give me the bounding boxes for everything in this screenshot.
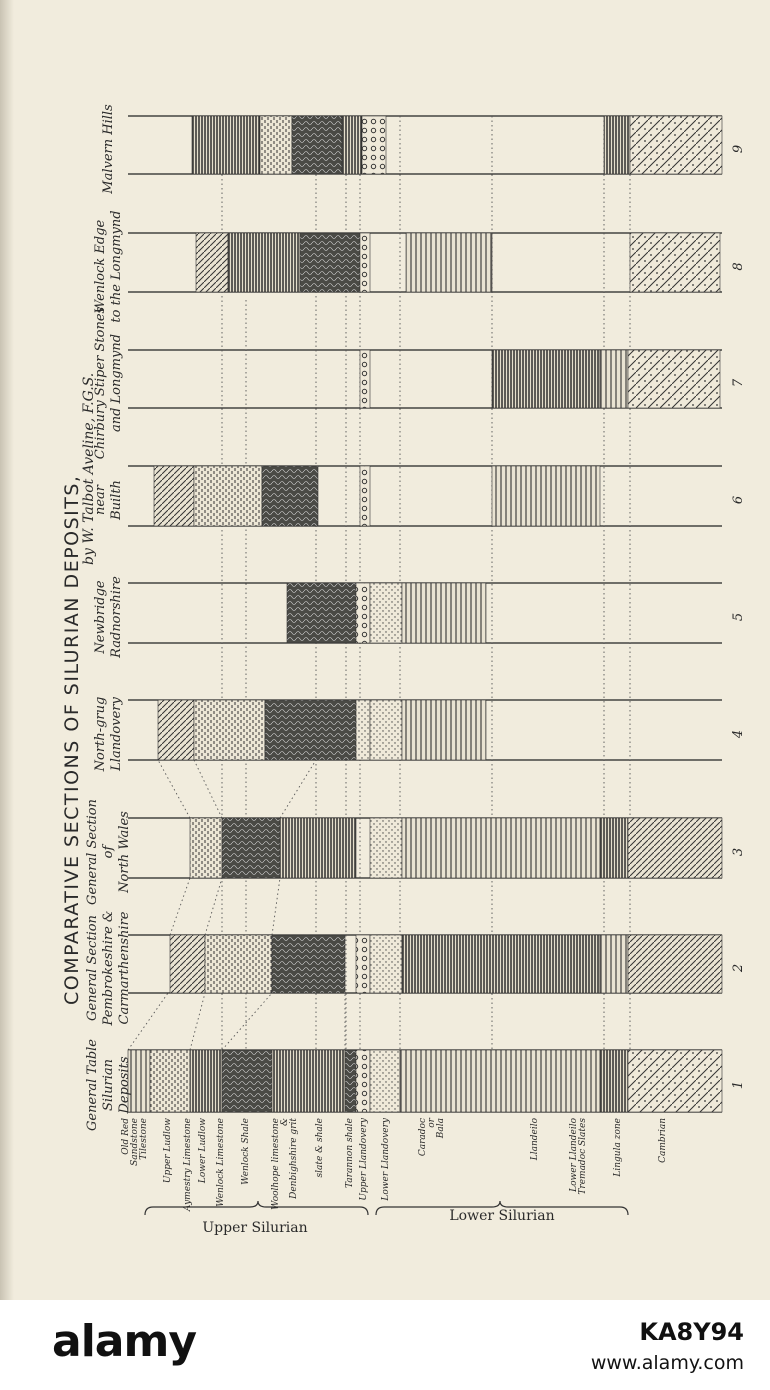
strata-label-4-line-1: Lower Ludlow	[198, 1118, 208, 1184]
section-1-label-line-1: General Table	[85, 1039, 100, 1131]
section-7-label-line-1: Chirbury Stiper Stones	[93, 306, 108, 460]
strata-label-5	[216, 1118, 226, 1207]
section-7-label	[93, 306, 124, 459]
section-3-band-1	[190, 818, 222, 878]
section-6-band-4	[360, 466, 370, 526]
section-1-band-4	[222, 1050, 272, 1112]
section-7-label-line-2: and Longmynd	[109, 333, 124, 433]
section-7-number: 7	[731, 378, 746, 388]
section-3-label-line-3: North Wales	[117, 811, 132, 893]
section-4-label-line-2: Llandovery	[109, 697, 124, 771]
section-8-band-5	[406, 233, 492, 292]
strata-label-14-line-1: Lower Llandeilo	[569, 1118, 579, 1192]
plate-author: by W. Talbot Aveline, F.G.S.	[81, 372, 97, 565]
strata-label-13-line-1: Llandeilo	[530, 1118, 540, 1161]
section-2-label	[85, 911, 132, 1027]
section-1-label-line-3: Deposits	[117, 1056, 132, 1114]
correlation-slant-10	[280, 760, 316, 818]
section-4-band-3	[265, 700, 356, 760]
correlation-slant-9	[194, 760, 222, 818]
strata-label-3	[183, 1118, 193, 1212]
section-5-label-line-1: Newbridge	[93, 580, 108, 654]
section-1-label	[85, 1039, 132, 1131]
footer-url: www.alamy.com	[590, 1352, 744, 1374]
section-8-label-line-2: to the Longmynd	[109, 210, 124, 323]
section-2-band-3	[272, 935, 345, 993]
section-1-band-11	[628, 1050, 722, 1112]
section-4-band-4	[356, 700, 370, 760]
section-1-label-line-2: Silurian	[101, 1058, 116, 1112]
section-8-band-6	[630, 233, 720, 292]
section-2-number: 2	[731, 963, 746, 973]
section-1-band-2	[150, 1050, 190, 1112]
strata-label-16	[658, 1118, 668, 1163]
correlation-slant-8	[158, 760, 190, 818]
section-6-band-3	[262, 466, 318, 526]
strata-label-16-line-1: Cambrian	[658, 1118, 668, 1163]
section-1-band-10	[600, 1050, 628, 1112]
strata-label-4	[198, 1118, 208, 1184]
strata-label-13	[530, 1117, 540, 1161]
section-9-band-7	[630, 116, 722, 174]
section-8-label-line-1: Wenlock Edge	[93, 219, 108, 314]
correlation-slant-2	[190, 993, 205, 1050]
strata-label-1	[121, 1118, 149, 1166]
strata-label-11	[381, 1117, 391, 1201]
section-2-band-5	[370, 935, 402, 993]
footer-logo: alamy	[52, 1316, 196, 1367]
section-6-label	[93, 480, 124, 521]
section-3-band-7	[628, 818, 722, 878]
section-8-band-1	[196, 233, 228, 292]
section-5-band-2	[356, 583, 370, 643]
section-2-label-line-2: Pembrokeshire &	[101, 910, 116, 1026]
section-5-number: 5	[731, 612, 746, 622]
section-3-band-2	[222, 818, 280, 878]
section-5-band-3	[370, 583, 402, 643]
section-6-label-line-1: near	[93, 484, 108, 516]
section-3-label	[85, 799, 132, 905]
section-9-band-2	[260, 116, 292, 174]
section-3-band-5	[402, 818, 600, 878]
section-4-number: 4	[731, 729, 746, 739]
strata-label-14	[569, 1117, 588, 1194]
section-1-band-7	[356, 1050, 370, 1112]
section-3-band-3	[280, 818, 356, 878]
section-9-band-1	[192, 116, 260, 174]
section-1-band-6	[345, 1050, 356, 1112]
section-1-band-9	[400, 1050, 600, 1112]
strata-label-5-line-1: Wenlock Limestone	[216, 1118, 226, 1207]
section-3-number: 3	[731, 847, 746, 857]
strata-label-6	[241, 1118, 251, 1185]
section-9-band-3	[292, 116, 342, 174]
correlation-slant-1	[128, 993, 168, 1050]
section-6-band-2	[194, 466, 262, 526]
strata-label-3-line-1: Aymestry Limestone	[183, 1118, 193, 1212]
strata-label-10-line-1: Upper Llandovery	[359, 1118, 369, 1201]
section-4-label-line-1: North-grug	[93, 696, 108, 772]
strata-label-9	[345, 1118, 355, 1188]
strata-label-12-line-2: or	[427, 1118, 437, 1128]
section-4-band-6	[402, 700, 486, 760]
section-6-band-1	[154, 466, 194, 526]
section-1-band-3	[190, 1050, 222, 1112]
strata-label-11-line-1: Lower Llandovery	[381, 1118, 391, 1201]
strata-label-12	[418, 1117, 446, 1156]
section-9-number: 9	[731, 144, 746, 154]
strata-label-12-line-1: Caradoc	[418, 1118, 428, 1157]
strata-label-15	[613, 1118, 623, 1178]
section-8-label	[93, 210, 124, 322]
section-5-band-1	[287, 583, 356, 643]
section-2-label-line-3: Carmarthenshire	[117, 911, 132, 1025]
section-2-label-line-1: General Section	[85, 915, 100, 1021]
section-7-band-3	[600, 350, 628, 408]
plate-title: COMPARATIVE SECTIONS OF SILURIAN DEPOSITS,	[61, 474, 83, 1005]
section-7-band-1	[360, 350, 370, 408]
section-7-band-2	[492, 350, 600, 408]
strata-label-2-line-1: Upper Ludlow	[163, 1118, 173, 1184]
section-2-band-7	[600, 935, 628, 993]
section-7-band-4	[628, 350, 720, 408]
section-5-label-line-2: Radnorshire	[109, 576, 124, 658]
footer-image-id: KA8Y94	[639, 1318, 744, 1346]
correlation-slant-6	[205, 878, 222, 935]
section-6-band-5	[492, 466, 600, 526]
strata-bands	[128, 116, 722, 1112]
section-9-label	[101, 104, 116, 195]
section-6-label-line-2: Builth	[109, 480, 124, 520]
section-2-band-1	[170, 935, 205, 993]
section-1-band-8	[370, 1050, 400, 1112]
strata-label-15-line-1: Lingula zone	[613, 1118, 623, 1177]
strata-label-1-line-2: Sandstone	[130, 1118, 140, 1166]
strata-label-7-line-3: Denbighshire grit	[289, 1118, 299, 1199]
section-8-band-3	[300, 233, 360, 292]
section-3-label-line-2: of	[101, 845, 116, 859]
strata-label-6-line-1: Wenlock Shale	[241, 1118, 251, 1185]
section-9-band-4	[342, 116, 362, 174]
section-1-band-5	[272, 1050, 345, 1112]
section-2-band-6	[402, 935, 600, 993]
section-5-band-4	[402, 583, 486, 643]
section-8-number: 8	[731, 262, 746, 271]
strata-label-8	[315, 1118, 325, 1178]
strata-label-10	[359, 1117, 369, 1201]
section-9-band-6	[604, 116, 630, 174]
strata-labels	[121, 1117, 668, 1212]
strata-label-9-line-1: Tarannon shale	[345, 1118, 355, 1188]
section-8-band-4	[360, 233, 370, 292]
correlation-slant-7	[272, 878, 280, 935]
group-label-upper-silurian: Upper Silurian	[202, 1220, 308, 1236]
section-8-band-2	[228, 233, 300, 292]
section-4-band-5	[370, 700, 402, 760]
strata-label-1-line-1: Old Red	[121, 1118, 131, 1155]
correlation-slant-5	[170, 878, 190, 935]
strata-label-12-line-3: Bala	[436, 1118, 446, 1139]
section-3-band-4	[370, 818, 402, 878]
section-3-band-6	[600, 818, 628, 878]
strata-label-8-line-1: slate & shale	[315, 1118, 325, 1178]
section-2-band-2	[205, 935, 272, 993]
section-9-label-line-1: Malvern Hills	[101, 104, 116, 194]
strata-label-2	[163, 1118, 173, 1183]
strata-label-14-line-2: Tremadoc Slates	[578, 1118, 588, 1195]
section-5-label	[93, 576, 124, 659]
strata-label-7-line-1: Woolhope limestone	[271, 1118, 281, 1210]
correlation-slant-3	[222, 993, 272, 1050]
section-1-number: 1	[731, 1080, 746, 1090]
section-4-label	[93, 697, 124, 773]
strata-label-7	[271, 1118, 299, 1210]
section-2-band-8	[628, 935, 722, 993]
section-9-band-5	[362, 116, 386, 174]
section-4-band-2	[194, 700, 265, 760]
section-2-band-4	[356, 935, 370, 993]
upper-silurian-brace	[145, 1201, 368, 1215]
section-4-band-1	[158, 700, 194, 760]
strata-label-7-line-2: &	[280, 1118, 290, 1127]
group-label-lower-silurian: Lower Silurian	[449, 1208, 555, 1224]
section-6-number: 6	[731, 495, 746, 505]
strata-label-1-line-3: Tilestone	[139, 1118, 149, 1160]
section-3-label-line-1: General Section	[85, 799, 100, 905]
